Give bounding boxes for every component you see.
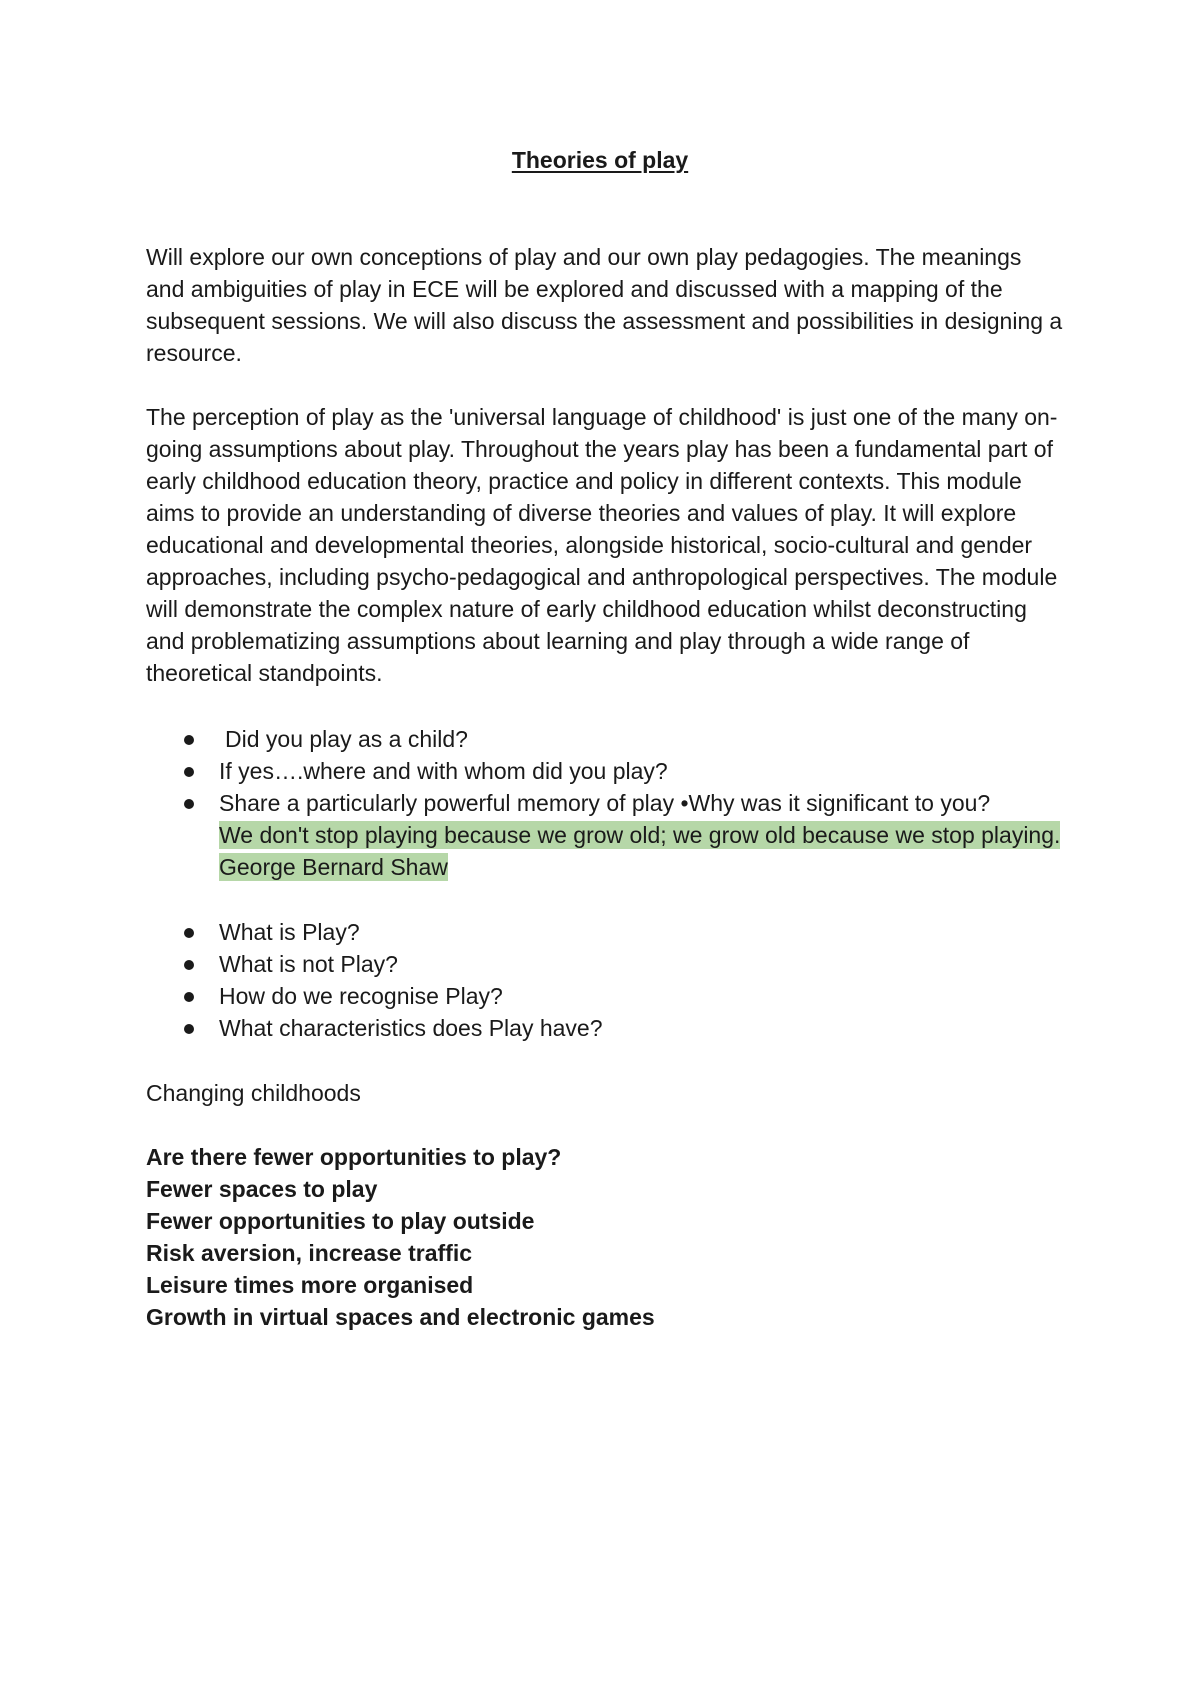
bold-point: Are there fewer opportunities to play? [146, 1144, 562, 1170]
list-item [146, 1012, 1066, 1044]
bullet-icon [184, 960, 194, 970]
highlighted-quote: We don't stop playing because we grow old; we grow old because we stop playing. George Bernard Shaw [219, 822, 1061, 880]
reflection-questions-list [146, 723, 1066, 883]
list-item [146, 948, 1066, 980]
list-item-text: What is Play? [219, 919, 360, 945]
list-item-text: If yes….where and with whom did you play? [219, 758, 668, 784]
list-item-text: Share a particularly powerful memory of play •Why was it significant to you? [219, 790, 991, 816]
list-item-text: How do we recognise Play? [219, 983, 503, 1009]
bullet-icon [184, 928, 194, 938]
bullet-icon [184, 735, 194, 745]
list-item [146, 916, 1066, 948]
play-questions-list [146, 916, 1066, 1044]
bullet-icon [184, 1024, 194, 1034]
bullet-icon [184, 992, 194, 1002]
document-title-text: Theories of play [511, 147, 689, 173]
list-item-text: What is not Play? [219, 951, 398, 977]
bold-point: Fewer spaces to play [146, 1176, 378, 1202]
bold-point: Leisure times more organised [146, 1272, 474, 1298]
bold-point: Fewer opportunities to play outside [146, 1208, 535, 1234]
changing-childhoods-points [146, 1141, 1066, 1333]
module-description-paragraph: The perception of play as the 'universal language of childhood' is just one of the many on-going assumptions about play. Throughout the years play has been a fundamental part of early childhood education theory, practice and policy in different contexts. This module aims to provide an understanding of diverse theories and values of play. It will explore educational and developmental theories, alongside historical, socio-cultural and gender approaches, including psycho-pedagogical and anthropological perspectives. The module will demonstrate the complex nature of early childhood education whilst deconstructing and problematizing assumptions about learning and play through a wide range of theoretical standpoints. [146, 404, 1058, 686]
list-item [146, 980, 1066, 1012]
list-item [146, 787, 1066, 883]
document-title [0, 144, 1200, 176]
list-item [146, 723, 1066, 755]
bold-point: Growth in virtual spaces and electronic games [146, 1304, 655, 1330]
list-item-text: What characteristics does Play have? [219, 1015, 603, 1041]
intro-paragraph: Will explore our own conceptions of play and our own play pedagogies. The meanings and ambiguities of play in ECE will be explored and discussed with a mapping of the subsequent sessions. We will also discuss the assessment and possibilities in designing a resource. [146, 244, 1063, 366]
bullet-icon [184, 799, 194, 809]
list-item-text: Did you play as a child? [225, 726, 468, 752]
bold-point: Risk aversion, increase traffic [146, 1240, 472, 1266]
list-item [146, 755, 1066, 787]
bullet-icon [184, 767, 194, 777]
section-subheading: Changing childhoods [146, 1080, 361, 1106]
